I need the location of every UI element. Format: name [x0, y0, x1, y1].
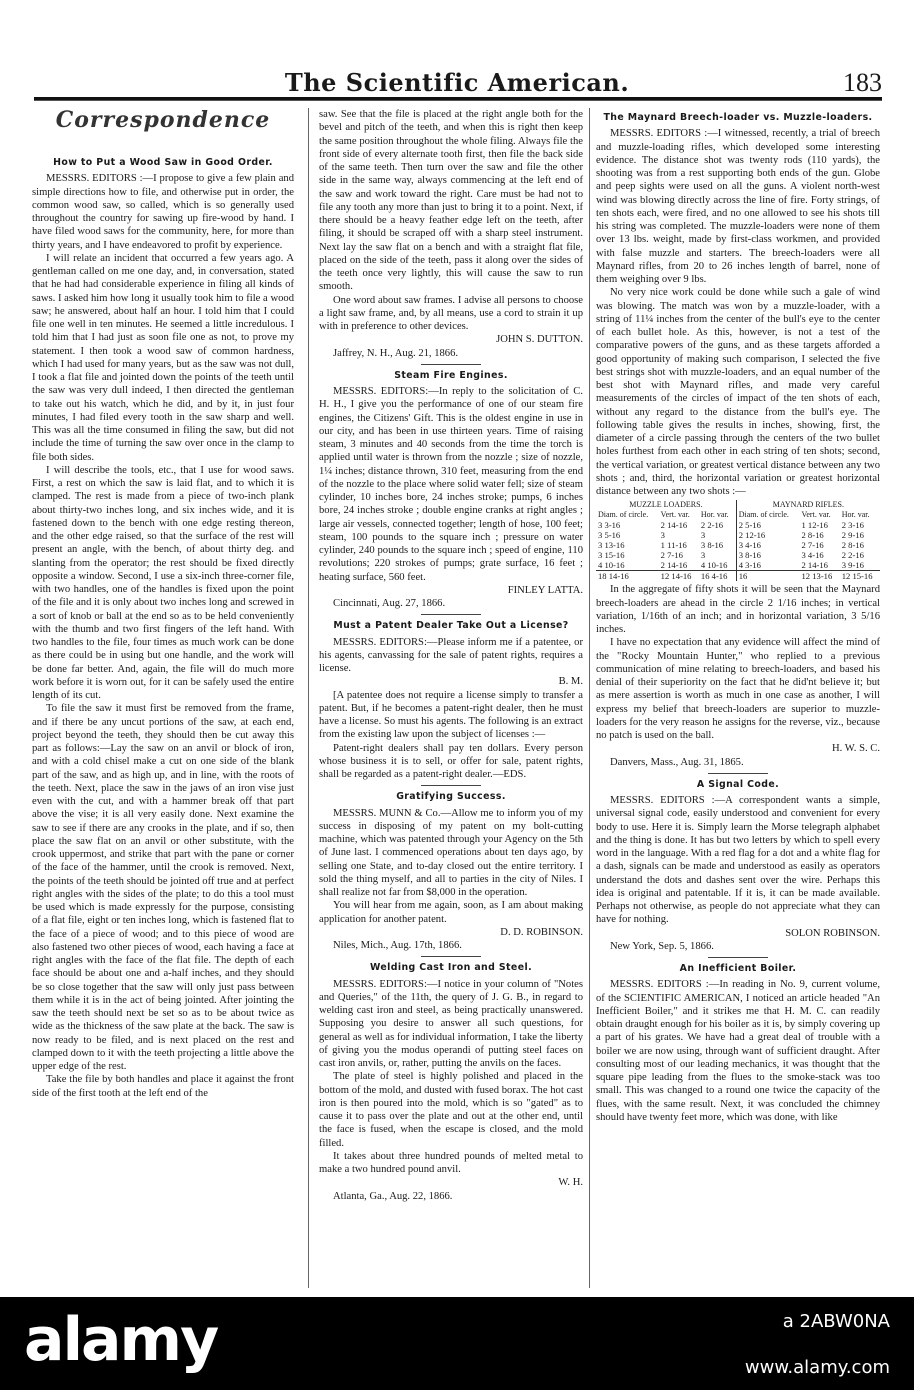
article-heading: The Maynard Breech-loader vs. Muzzle-loaders. — [603, 112, 873, 123]
table-cell: 2 3-16 — [841, 520, 864, 531]
dateline: Cincinnati, Aug. 27, 1866. — [333, 598, 446, 609]
dateline: Danvers, Mass., Aug. 31, 1865. — [610, 756, 744, 768]
paragraph: It takes about three hundred pounds of melted metal to make a two hundred pound anvil. — [319, 1150, 583, 1175]
table-cell: 3 8-16 — [738, 550, 761, 561]
signature: B. M. — [558, 676, 583, 688]
article-heading: An Inefficient Boiler. — [679, 963, 797, 974]
group-header: MAYNARD RIFLES. — [772, 500, 844, 510]
table-cell: 1 12-16 — [801, 520, 828, 531]
column-divider — [589, 108, 590, 1288]
column-header: Hor. var. — [841, 510, 870, 520]
signature: SOLON ROBINSON. — [785, 927, 880, 939]
table-cell: 3 4-16 — [801, 550, 824, 561]
paragraph: I will describe the tools, etc., that I use for wood saws. First, a rest on which the saw is laid flat, and to which it is clamped. The rest is made from a piece of two-inch plank about thirty-two inches long, and six inches wide, and it is fastened down to the bench with one edge resting thereon, and the other edge raised, so that the surface of the rest will present an angle, with the bench, of about thirty deg. and slanting from the operator; the rest should be fixed directly opposite a window. Second, I use a six-inch three-corner file, with two handles, one of the handles is fixed upon the point of the file and it is only about two inches long and screwed in a sort of knob or ball at the end so as to be held conveniently with the thumb and two first fingers of the left hand. With two handles to the file, four times as much work can be done as there could be in using but one handle, and the work will be done far better. And, again, the file will do much more work before it is worn out, for it can be safely used the entire length of its cut. — [32, 464, 294, 701]
paragraph: I have no expectation that any evidence will affect the mind of the "Rocky Mountain Hunter," who replied to a previous communication of mine relating to breech-loaders, and based his denial of their superiority on the fact that he did'nt believe it; but as mere assertion is worth as much in one case as another, I will express my belief that breech-loaders are superior to muzzle-loaders for the very reason he assigns for the reverse, viz., because no patch is used on the ball. — [596, 637, 880, 741]
table-cell: 3 8-16 — [699, 540, 736, 550]
dateline: Atlanta, Ga., Aug. 22, 1866. — [333, 1190, 453, 1202]
article-heading: A Signal Code. — [696, 778, 780, 790]
paragraph: One word about saw frames. I advise all persons to choose a light saw frame, and, by all means, use a cord to strain it up with in preference to other devices. — [319, 294, 583, 332]
paragraph: Take the file by both handles and place it against the front side of the first tooth at the left end of the — [32, 1074, 294, 1099]
header-rule — [34, 97, 882, 101]
table-cell: 2 2-16 — [841, 550, 864, 561]
divider — [708, 957, 768, 958]
table-cell: 2 14-16 — [660, 520, 688, 531]
table-cell: 4 10-16 — [699, 560, 736, 571]
divider — [421, 785, 481, 786]
column-3 — [596, 108, 880, 1124]
table-row — [596, 530, 880, 540]
dateline: Niles, Mich., Aug. 17th, 1866. — [333, 940, 462, 951]
paragraph: MESSRS. EDITORS :—I witnessed, recently, a trial of breech and muzzle-loading rifles, which developed some interesting evidence. The distance shot was twenty rods (110 yards), the shooting was from a rest supporting both ends of the gun. Globe and peep sights were used on all the guns. A violent north-west wind was blowing directly across the line of fire. Forty strings, of ten shots each, were fired, and no one allowed to see his shots till his string was completed. The muzzle-loaders were none of them over 13 lbs. weight, made by first-class workmen, and provided with false muzzle and starters. The breech-loaders were all Maynard rifles, from 20 to 26 inches length of barrel, none of them weighing over 9 lbs. — [596, 128, 880, 285]
paragraph: You will hear from me again, soon, as I am about making application for another patent. — [319, 900, 583, 925]
column-2 — [319, 108, 583, 1203]
image-code: a 2ABW0NA — [782, 1311, 890, 1332]
divider — [421, 614, 481, 615]
publication-title: The Scientific American. — [284, 68, 630, 97]
column-header: Hor. var. — [699, 510, 736, 520]
total-cell: 12 13-16 — [799, 571, 839, 582]
paragraph: saw. See that the file is placed at the right angle both for the bevel and pitch of the teeth, and when this is right then keep the same position throughout the whole filing. Always file the front side of every alternate tooth first, then file the back side of the same teeth. Then turn over the saw and file the other side in the same way, always commencing at the left end of the saw and work toward the right. Care must be had not to file any tooth any more than just to bring it to a point. Next, if there should be a heavy feather edge left on the teeth, after filing, it should be scraped off with a sharp steel instrument. Next lay the saw flat on a bench and with a straight flat file, placed on the side of the teeth, pass it along over the sides of the teeth once very lightly, this will cause the saw to run smooth. — [319, 109, 583, 293]
table-cell: 2 12-16 — [738, 530, 766, 541]
table-cell: 2 5-16 — [738, 520, 761, 531]
table-cell: 2 8-16 — [841, 540, 864, 551]
table-cell: 3 — [699, 530, 736, 540]
table-cell: 3 15-16 — [598, 550, 625, 561]
paragraph: In the aggregate of fifty shots it will be seen that the Maynard breech-loaders are ahead in the circle 2 1/16 inches; in vertical variation, 1/16th of an inch; and in horizontal variation, 3 5/16 inches. — [596, 584, 880, 635]
article-heading: Must a Patent Dealer Take Out a License? — [333, 620, 569, 632]
paragraph: No very nice work could be done while such a gale of wind was blowing. The match was won by a muzzle-loader, with a string of 11¼ inches from the center of the bull's eye to the center of each bullet hole. As this, however, is not a test of the comparative powers of the guns, and as these targets afforded a good opportunity of making such comparison, I selected the five best strings shot with muzzle-loaders, and an equal number of the best shot with Maynard rifles, and made very careful measurements of the circles of impact of the ten shots of each, without any regard to the distance from the bull's eye. The following table gives the results in inches, showing, first, the diameter of a circle passing through the centers of the two bullet holes furthest from each other in each string of ten shots; second, the vertical variation, or greatest vertical distance between any two shots ; and, third, the horizontal variation or greatest horizontal distance between any two shots :— — [596, 287, 880, 497]
signature: D. D. ROBINSON. — [500, 926, 583, 938]
table-cell: 2 9-16 — [841, 530, 864, 541]
signature: JOHN S. DUTTON. — [496, 334, 583, 346]
paragraph: MESSRS. EDITORS :—In reading in No. 9, current volume, of the SCIENTIFIC AMERICAN, I noticed an article headed "An Inefficient Boiler," and it strikes me that H. M. C. can readily obtain draught enough for his boiler as it is, by simply covering up a part of his grates. We have had a great deal of trouble with a boiler we are now using, through want of sufficient draught. After consulting most of our leading mechanics, it was thought that the square pipe leading from the flues to the smoke-stack was too small. This was changed to a round one twice the capacity of the flues, with the same result. Next, it was concluded the chimney should have twenty feet more, which was done, with like — [596, 979, 880, 1123]
paragraph: I will relate an incident that occurred a few years ago. A gentleman called on me one day, and, in conversation, stated that he had had considerable experience in filing all kinds of saws. I asked him how long it usually took him to file a wood saw; he answered, about half an hour. I told him that I could file one well in ten minutes. He seemed a little incredulous. I told him that I had just as soon file one as not, to prove my statement. I then took a wood saw of common hardness, which I had used for many years, but as the saw was not dull, I took a flat file and jointed down the points of the teeth until the saw was very dull indeed, I then directed the gentleman to take out his watch, which he did, and by it, in just four minutes, I had filed every tooth in the saw sharp and well. This was all the time consumed in filing the saw, but did not include the time of turning the saw over once in the clamp to file both sides. — [32, 252, 294, 463]
article-heading: How to Put a Wood Saw in Good Order. — [53, 157, 273, 168]
table-cell: 1 11-16 — [660, 540, 687, 551]
column-header: Vert. var. — [660, 510, 690, 520]
paragraph: MESSRS. EDITORS:—I notice in your column of "Notes and Queries," of the 11th, the query of J. G. B., in regard to welding cast iron and steel, as being practically unanswered. Supposing you desire to answer all such questions, for general as well as for individual information, I take the liberty of giving you the modus operandi of putting steel faces on cast iron anvils, or, rather, putting the anvils on the faces. — [319, 978, 583, 1069]
column-header: Diam. of circle. — [598, 510, 649, 520]
group-header: MUZZLE LOADERS. — [596, 500, 736, 510]
table-cell: 2 14-16 — [660, 560, 688, 571]
signature: H. W. S. C. — [832, 743, 880, 755]
table-cell: 2 14-16 — [801, 560, 828, 571]
paragraph: To file the saw it must first be removed from the frame, and if there be any uncut portions of the saw, at each end, project beyond the teeth, they should then be cut away this part as follows:—Lay the saw on an anvil or block of iron, and with a cold chisel make a cut on one side of the blank part of the saw, and as high up, and in line, with the roots of the teeth. Next, place the saw in the jaws of an iron vise just even with the cut, and with a hammer break off that part above the vise; it is all very easily done. Next examine the saw to see if there are any crooks in the plate, and if so, then place the saw flat on an anvil or other substitute, with the crook uppermost, and strike that part with the pane or corner of the face of the hammer, until the crook is removed. Next, the points of the teeth should be jointed off true and at perfect right angles with the sides of the plate; to do this a tool must be used which is made expressly for the purpose, consisting of a flat file, eight or ten inches long, which is fastened flat to the face of a piece of wood; and to this piece of wood are also fastened two other pieces of wood, each having a face at right angles with the face of the flat file. The depth of each face should be about one and a-half inches, and they should be so close together that the saw will only just pass between them while it is in the act of being jointed. After jointing the saw the teeth should next be set so as to be about twice as wide as the thickness of the saw plate at the back. The saw is now ready to be filed, and is next placed on the rest and clamped down to it with the teeth projecting a little above the upper edge of the rest. — [32, 703, 294, 1072]
table-cell: 3 4-16 — [738, 540, 761, 551]
page-number: 183 — [843, 68, 882, 97]
paragraph: MESSRS. EDITORS :—I propose to give a few plain and simple directions how to file, and otherwise put in order, the common wood saw, so called, which is so generally used throughout the country for sawing up fire-wood by hand. I have filed wood saws for the community, here, for more than thirty years, and I have endeavored to profit by experience. — [32, 173, 294, 251]
total-cell: 16 — [736, 571, 799, 582]
table-cell: 3 3-16 — [598, 520, 621, 531]
article-heading: Steam Fire Engines. — [394, 369, 508, 381]
correspondence-ornament: Correspondence — [55, 107, 271, 133]
paragraph: Patent-right dealers shall pay ten dollars. Every person whose business it is to sell, or offer for sale, patent rights, shall be regarded as a patent-right dealer.—EDS. — [319, 742, 583, 780]
signature: FINLEY LATTA. — [507, 584, 583, 596]
paragraph: MESSRS. MUNN & Co.—Allow me to inform you of my success in disposing of my patent on my bolt-cutting machine, which was patented through your Agency on the 5th of June last. I commenced operations about ten days ago, by selling one State, and to-day closed out the entire territory. I sold the thing myself, and all to parties in the city of Niles. I shall realize not far from $8,000 in the operation. — [319, 807, 583, 898]
divider — [421, 364, 481, 365]
column-header: Diam. of circle. — [738, 510, 789, 520]
table-cell: 3 5-16 — [598, 530, 621, 541]
table-row — [596, 520, 880, 530]
table-cell: 2 7-16 — [801, 540, 824, 551]
column-divider — [308, 108, 309, 1288]
divider — [708, 773, 768, 774]
table-row — [596, 540, 880, 550]
total-cell: 18 14-16 — [596, 571, 659, 582]
paragraph: MESSRS. EDITORS:—In reply to the solicitation of C. H. H., I give you the performance of one of our steam fire engines, the Citizens' Gift. This is the oldest engine in use in our city, and has been in use thirteen years. Time of raising steam, 3 minutes and 40 seconds from the time the torch is applied until water is thrown from the nozzle ; size of nozzle, 1¼ inches; distance thrown, 310 feet, measuring from the end of the nozzle to the place where solid water fell; size of steam cylinder, 10 inches bore, 24 inches stroke; pumps, 6 inches bore, 24 inches stroke ; double engine cranks at right angles ; large air vessels, connected together; length of hose, 100 feet; steam, 100 pounds to the square inch ; pressure on water cylinder, 240 pounds to the square inch ; speed of engine, 110 revolutions; 220 strokes of pumps; grate surface, 16 feet ; heating surface, 560 feet. — [319, 386, 583, 583]
masthead — [0, 68, 914, 98]
paragraph: MESSRS. EDITORS :—A correspondent wants a simple, universal signal code, easily understood and convenient for every body to use. Here it is. Simply learn the Morse telegraph alphabet and the thing is done. It has but two letters by which to spell every word in the language. With a red flag for a dot and a white flag for a dash, signals can be made and understood as easily as operators understand the dots and dashes sent over the wire. Perhaps this idea is original and patentable. If it is, it can be made available. Perhaps not otherwise, as people do not appreciate what they can have for nothing. — [596, 795, 880, 926]
column-1 — [32, 108, 294, 1100]
watermark-url: www.alamy.com — [744, 1357, 890, 1378]
table-cell: 3 13-16 — [598, 540, 625, 551]
total-cell: 12 15-16 — [840, 571, 880, 582]
table-cell: 3 9-16 — [841, 560, 864, 571]
signature: W. H. — [558, 1177, 583, 1189]
total-cell: 16 4-16 — [699, 571, 736, 582]
table-row — [596, 550, 880, 560]
article-heading: Gratifying Success. — [396, 791, 506, 803]
table-cell: 2 7-16 — [660, 550, 683, 561]
article-heading: Welding Cast Iron and Steel. — [369, 962, 533, 974]
column-header: Vert. var. — [801, 510, 831, 520]
table-cell: 4 10-16 — [598, 560, 625, 571]
paragraph: The plate of steel is highly polished and placed in the bottom of the mold, and dusted with fused borax. The hot cast iron is then poured into the mold, which is so "gated" as to cause it to pass over the plate and out at the other end, until the face is fused, when the escape is closed, and the mold filled. — [319, 1071, 583, 1149]
totals-row — [596, 571, 880, 582]
total-cell: 12 14-16 — [659, 571, 699, 582]
paragraph: MESSRS. EDITORS:—Please inform me if a patentee, or his agents, canvassing for the sale of patent rights, requires a license. — [319, 636, 583, 674]
watermark-banner — [0, 1297, 914, 1390]
divider — [421, 956, 481, 957]
alamy-logo: alamy — [24, 1305, 218, 1375]
dateline: New York, Sep. 5, 1866. — [610, 940, 714, 952]
table-row — [596, 560, 880, 571]
shooting-results-table — [596, 500, 880, 581]
table-cell: 3 — [699, 550, 736, 560]
paragraph: [A patentee does not require a license simply to transfer a patent. But, if he becomes a patent-right dealer, then he must have a license. So must his agents. The following is an extract from the existing law upon the subject of licenses :— — [319, 689, 583, 741]
dateline: Jaffrey, N. H., Aug. 21, 1866. — [333, 347, 459, 359]
table-cell: 2 2-16 — [699, 520, 736, 530]
table-cell: 2 8-16 — [801, 530, 824, 541]
table-cell: 4 3-16 — [738, 560, 761, 571]
table-cell: 3 — [660, 530, 665, 541]
